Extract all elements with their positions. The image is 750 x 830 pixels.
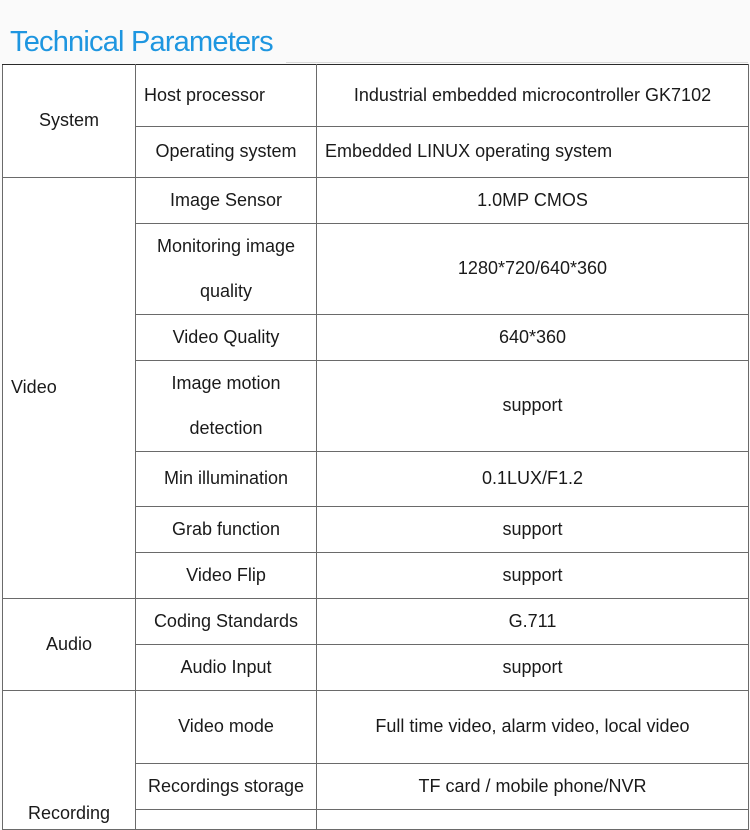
param-value: [317, 810, 749, 830]
param-label: [136, 224, 317, 315]
param-value: support: [317, 507, 749, 553]
param-value: 0.1LUX/F1.2: [317, 452, 749, 507]
param-value: TF card / mobile phone/NVR: [317, 764, 749, 810]
param-value: 1.0MP CMOS: [317, 178, 749, 224]
param-label: Audio Input: [136, 645, 317, 691]
param-label-line: Image motion: [171, 373, 281, 393]
param-label: Video mode: [136, 691, 317, 764]
table-row: [3, 178, 749, 224]
param-label: [136, 810, 317, 830]
param-label: Coding Standards: [136, 599, 317, 645]
table-row: [3, 65, 749, 127]
param-label-line: Monitoring image: [156, 236, 296, 256]
table-row: [3, 599, 749, 645]
param-value: Full time video, alarm video, local video: [317, 691, 749, 764]
param-label: Host processor: [136, 65, 317, 127]
param-label: Video Flip: [136, 553, 317, 599]
param-value: support: [317, 361, 749, 452]
param-value: G.711: [317, 599, 749, 645]
category-audio: Audio: [3, 599, 136, 691]
param-value: 640*360: [317, 315, 749, 361]
param-label: Video Quality: [136, 315, 317, 361]
title-divider: [286, 62, 748, 63]
page-title: Technical Parameters: [10, 26, 273, 58]
parameters-table: [2, 64, 749, 830]
param-value: support: [317, 553, 749, 599]
category-video: Video: [3, 178, 136, 599]
category-recording: Recording: [3, 691, 136, 830]
param-value: Industrial embedded microcontroller GK7102: [317, 65, 749, 127]
table-row: [3, 691, 749, 764]
param-label: Grab function: [136, 507, 317, 553]
param-label: [136, 361, 317, 452]
param-value: 1280*720/640*360: [317, 224, 749, 315]
param-label: Recordings storage: [136, 764, 317, 810]
category-system: System: [3, 65, 136, 178]
param-label: Image Sensor: [136, 178, 317, 224]
param-label: Operating system: [136, 127, 317, 178]
param-label: Min illumination: [136, 452, 317, 507]
param-value: Embedded LINUX operating system: [317, 127, 749, 178]
param-value: support: [317, 645, 749, 691]
param-label-line: detection: [189, 418, 263, 438]
param-label-line: quality: [199, 281, 253, 301]
